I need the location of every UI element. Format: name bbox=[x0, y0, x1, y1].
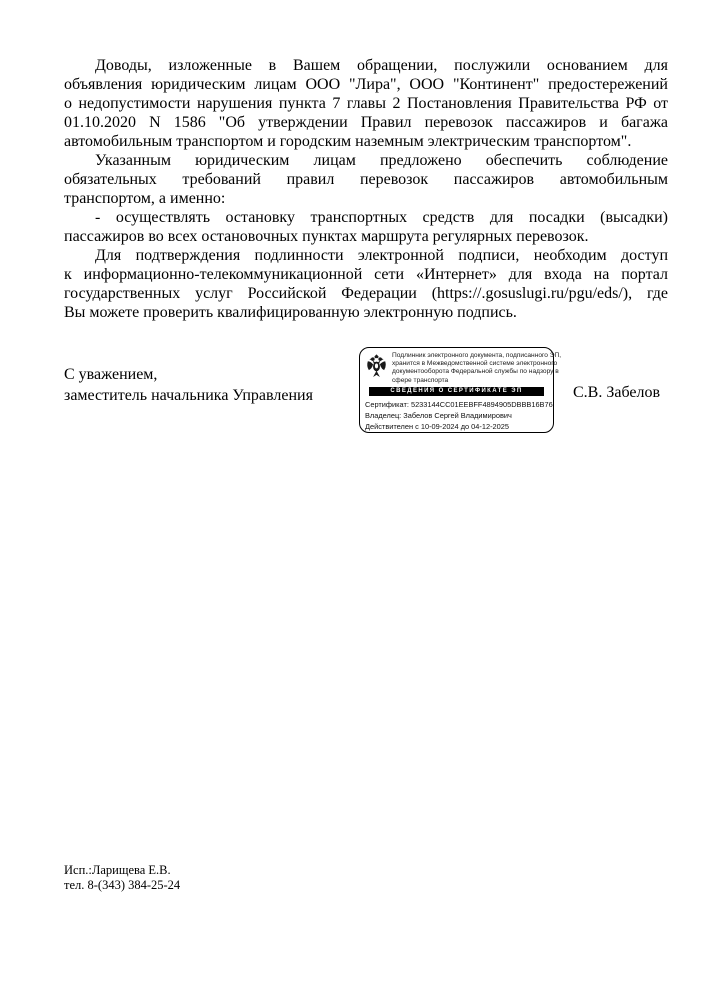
paragraph-line: Для подтверждения подлинности электронной подписи, необходим доступ bbox=[95, 247, 668, 264]
russian-coat-of-arms-icon bbox=[366, 354, 387, 379]
executor-phone: тел. 8-(343) 384-25-24 bbox=[64, 878, 181, 892]
signature-block bbox=[64, 364, 313, 406]
signer-name: С.В. Забелов bbox=[573, 384, 661, 401]
stamp-header bbox=[360, 348, 562, 386]
paragraph-line: пассажиров во всех остановочных пунктах маршрута регулярных перевозок. bbox=[64, 228, 589, 245]
stamp-header-line: сфере транспорта bbox=[392, 376, 449, 384]
signer-position-title: заместитель начальника Управления bbox=[64, 387, 313, 404]
paragraph-line: 01.10.2020 N 1586 "Об утверждении Правил перевозок пассажиров и багажа bbox=[64, 114, 668, 131]
paragraph-line: Указанным юридическим лицам предложено обеспечить соблюдение bbox=[95, 152, 668, 169]
paragraph-line: к информационно-телекоммуникационной сети «Интернет» для входа на портал bbox=[64, 266, 668, 283]
esignature-stamp bbox=[359, 347, 562, 433]
certificate-validity-line: Действителен с 10-09-2024 до 04-12-2025 bbox=[365, 421, 509, 431]
executor-footer bbox=[64, 863, 180, 893]
letter-body bbox=[64, 56, 668, 322]
paragraph-line: объявления юридическим лицам ООО "Лира", ООО "Континент" предостережений bbox=[64, 76, 668, 93]
paragraph-line: государственных услуг Российской Федерации (https://.gosuslugi.ru/pgu/eds/), где bbox=[64, 285, 668, 302]
certificate-info-bar: СВЕДЕНИЯ О СЕРТИФИКАТЕ ЭП bbox=[369, 387, 544, 396]
executor-name: Исп.:Ларищева Е.В. bbox=[64, 863, 171, 877]
paragraph-line: Доводы, изложенные в Вашем обращении, послужили основанием для bbox=[95, 57, 668, 74]
certificate-owner-line: Владелец: Забелов Сергей Владимирович bbox=[365, 410, 512, 420]
paragraph-line: автомобильным транспортом и городским наземным электрическим транспортом". bbox=[64, 133, 632, 150]
paragraph-line: Вы можете проверить квалифицированную электронную подпись. bbox=[64, 304, 517, 321]
paragraph-line: о недопустимости нарушения пункта 7 главы 2 Постановления Правительства РФ от bbox=[64, 95, 668, 112]
stamp-header-line: документооборота Федеральной службы по надзору в bbox=[392, 368, 559, 376]
paragraph-line: - осуществлять остановку транспортных средств для посадки (высадки) bbox=[95, 209, 668, 226]
paragraph-line: транспортом, а именно: bbox=[64, 190, 226, 207]
stamp-header-line: Подлинник электронного документа, подписанного ЭП, bbox=[392, 352, 562, 359]
stamp-header-line: хранится в Межведомственной системе электронного bbox=[392, 360, 558, 368]
certificate-number-line: Сертификат: 5233144CC01EEBFF4894905DBBB16B76 bbox=[365, 399, 553, 409]
signature-closing: С уважением, bbox=[64, 366, 158, 383]
certificate-details bbox=[360, 398, 553, 432]
stamp-header-text bbox=[392, 352, 561, 385]
paragraph-line: обязательных требований правил перевозок пассажиров автомобильным bbox=[64, 171, 668, 188]
